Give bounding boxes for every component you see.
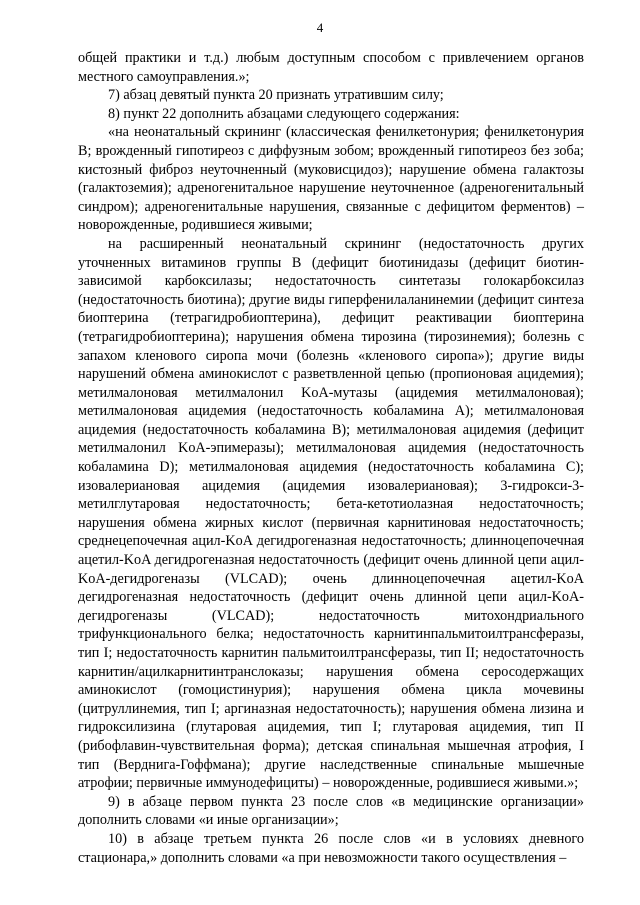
paragraph-item-8: 8) пункт 22 дополнить абзацами следующего содержания:	[108, 105, 460, 122]
paragraph-neonatal-screening: «на неонатальный скрининг (классическая фенилкетонурия; фенилкетонурия B; врожденный гипотиреоз с диффузным зобом; врожденный гипотиреоз без зоба; кистозный фиброз неуточненный (муковисцидоз); нарушение обмена галактозы (галактоземия); адреногенитальное нарушение неуточненное (адреногенитальный синдром); адреногенитальные нарушения, связанные с дефицитом ферментов) – новорожденные, родившиеся живыми;	[78, 124, 584, 234]
paragraph-extended-screening: на расширенный неонатальный скрининг (недостаточность других уточненных витаминов группы B (дефицит биотинидазы (дефицит биотин-зависимой карбоксилазы; недостаточность синтетазы голокарбоксилаз (недостаточность биотина); другие виды гиперфенилаланинемии (дефицит синтеза биоптерина (тетрагидробиоптерина), дефицит реактивации биоптерина (тетрагидробиоптерина); нарушения обмена тирозина (тирозинемия); болезнь с запахом кленового сиропа мочи (болезнь «кленового сиропа»); другие виды нарушений обмена аминокислот с разветвленной цепью (пропионовая ацидемия); метилмалоновая метилмалонил KoA-мутазы (ацидемия метилмалоновая); метилмалоновая ацидемия (недостаточность кобаламина A); метилмалоновая ацидемия (недостаточность кобаламина B); метилмалоновая ацидемия (дефицит метилмалонил KoA-эпимеразы); метилмалоновая ацидемия (недостаточность кобаламина D); метилмалоновая ацидемия (недостаточность кобаламина C); изовалериановая ацидемия (ацидемия изовалериановая); 3-гидрокси-3-метилглутаровая недостаточность; бета-кетотиолазная недостаточность; нарушения обмена жирных кислот (первичная карнитиновая недостаточность; среднецепочечная ацил-KoA дегидрогеназная недостаточность; длинноцепочечная ацетил-KoA дегидрогеназная недостаточность (дефицит очень длинной цепи ацил-KoA-дегидрогеназы (VLCAD); очень длинноцепочечная ацетил-KoA дегидрогеназная недостаточность (дефицит очень длинной цепи ацил-KoA-дегидрогеназы (VLCAD); недостаточность митохондриального трифункционального белка; недостаточность карнитинпальмитоилтрансферазы, тип I; недостаточность карнитин пальмитоилтрансферазы, тип II; недостаточность карнитин/ацилкарнитинтранслоказы; нарушения обмена серосодержащих аминокислот (гомоцистинурия); нарушения обмена цикла мочевины (цитруллинемия, тип I; аргиназная недостаточность); нарушения обмена лизина и гидроксилизина (глутаровая ацидемия, тип I; глутаровая ацидемия, тип II (рибофлавин-чувствительная форма); детская спинальная мышечная атрофия, I тип (Верднига-Гоффмана); другие наследственные спинальные мышечные атрофии; первичные иммунодефициты) – новорожденные, родившиеся живыми.»;	[78, 235, 584, 792]
paragraph-item-10: 10) в абзаце третьем пункта 26 после слов «и в условиях дневного стационара,» дополнить словами «а при невозможности такого осуществления –	[78, 830, 584, 866]
document-body	[78, 49, 584, 867]
paragraph-item-7: 7) абзац девятый пункта 20 признать утратившим силу;	[108, 87, 444, 104]
paragraph-continuation: общей практики и т.д.) любым доступным способом с привлечением органов местного самоуправления.»;	[78, 50, 584, 85]
page-number: 4	[316, 20, 324, 35]
paragraph-item-9: 9) в абзаце первом пункта 23 после слов «в медицинские организации» дополнить словами «и иные организации»;	[78, 793, 584, 829]
